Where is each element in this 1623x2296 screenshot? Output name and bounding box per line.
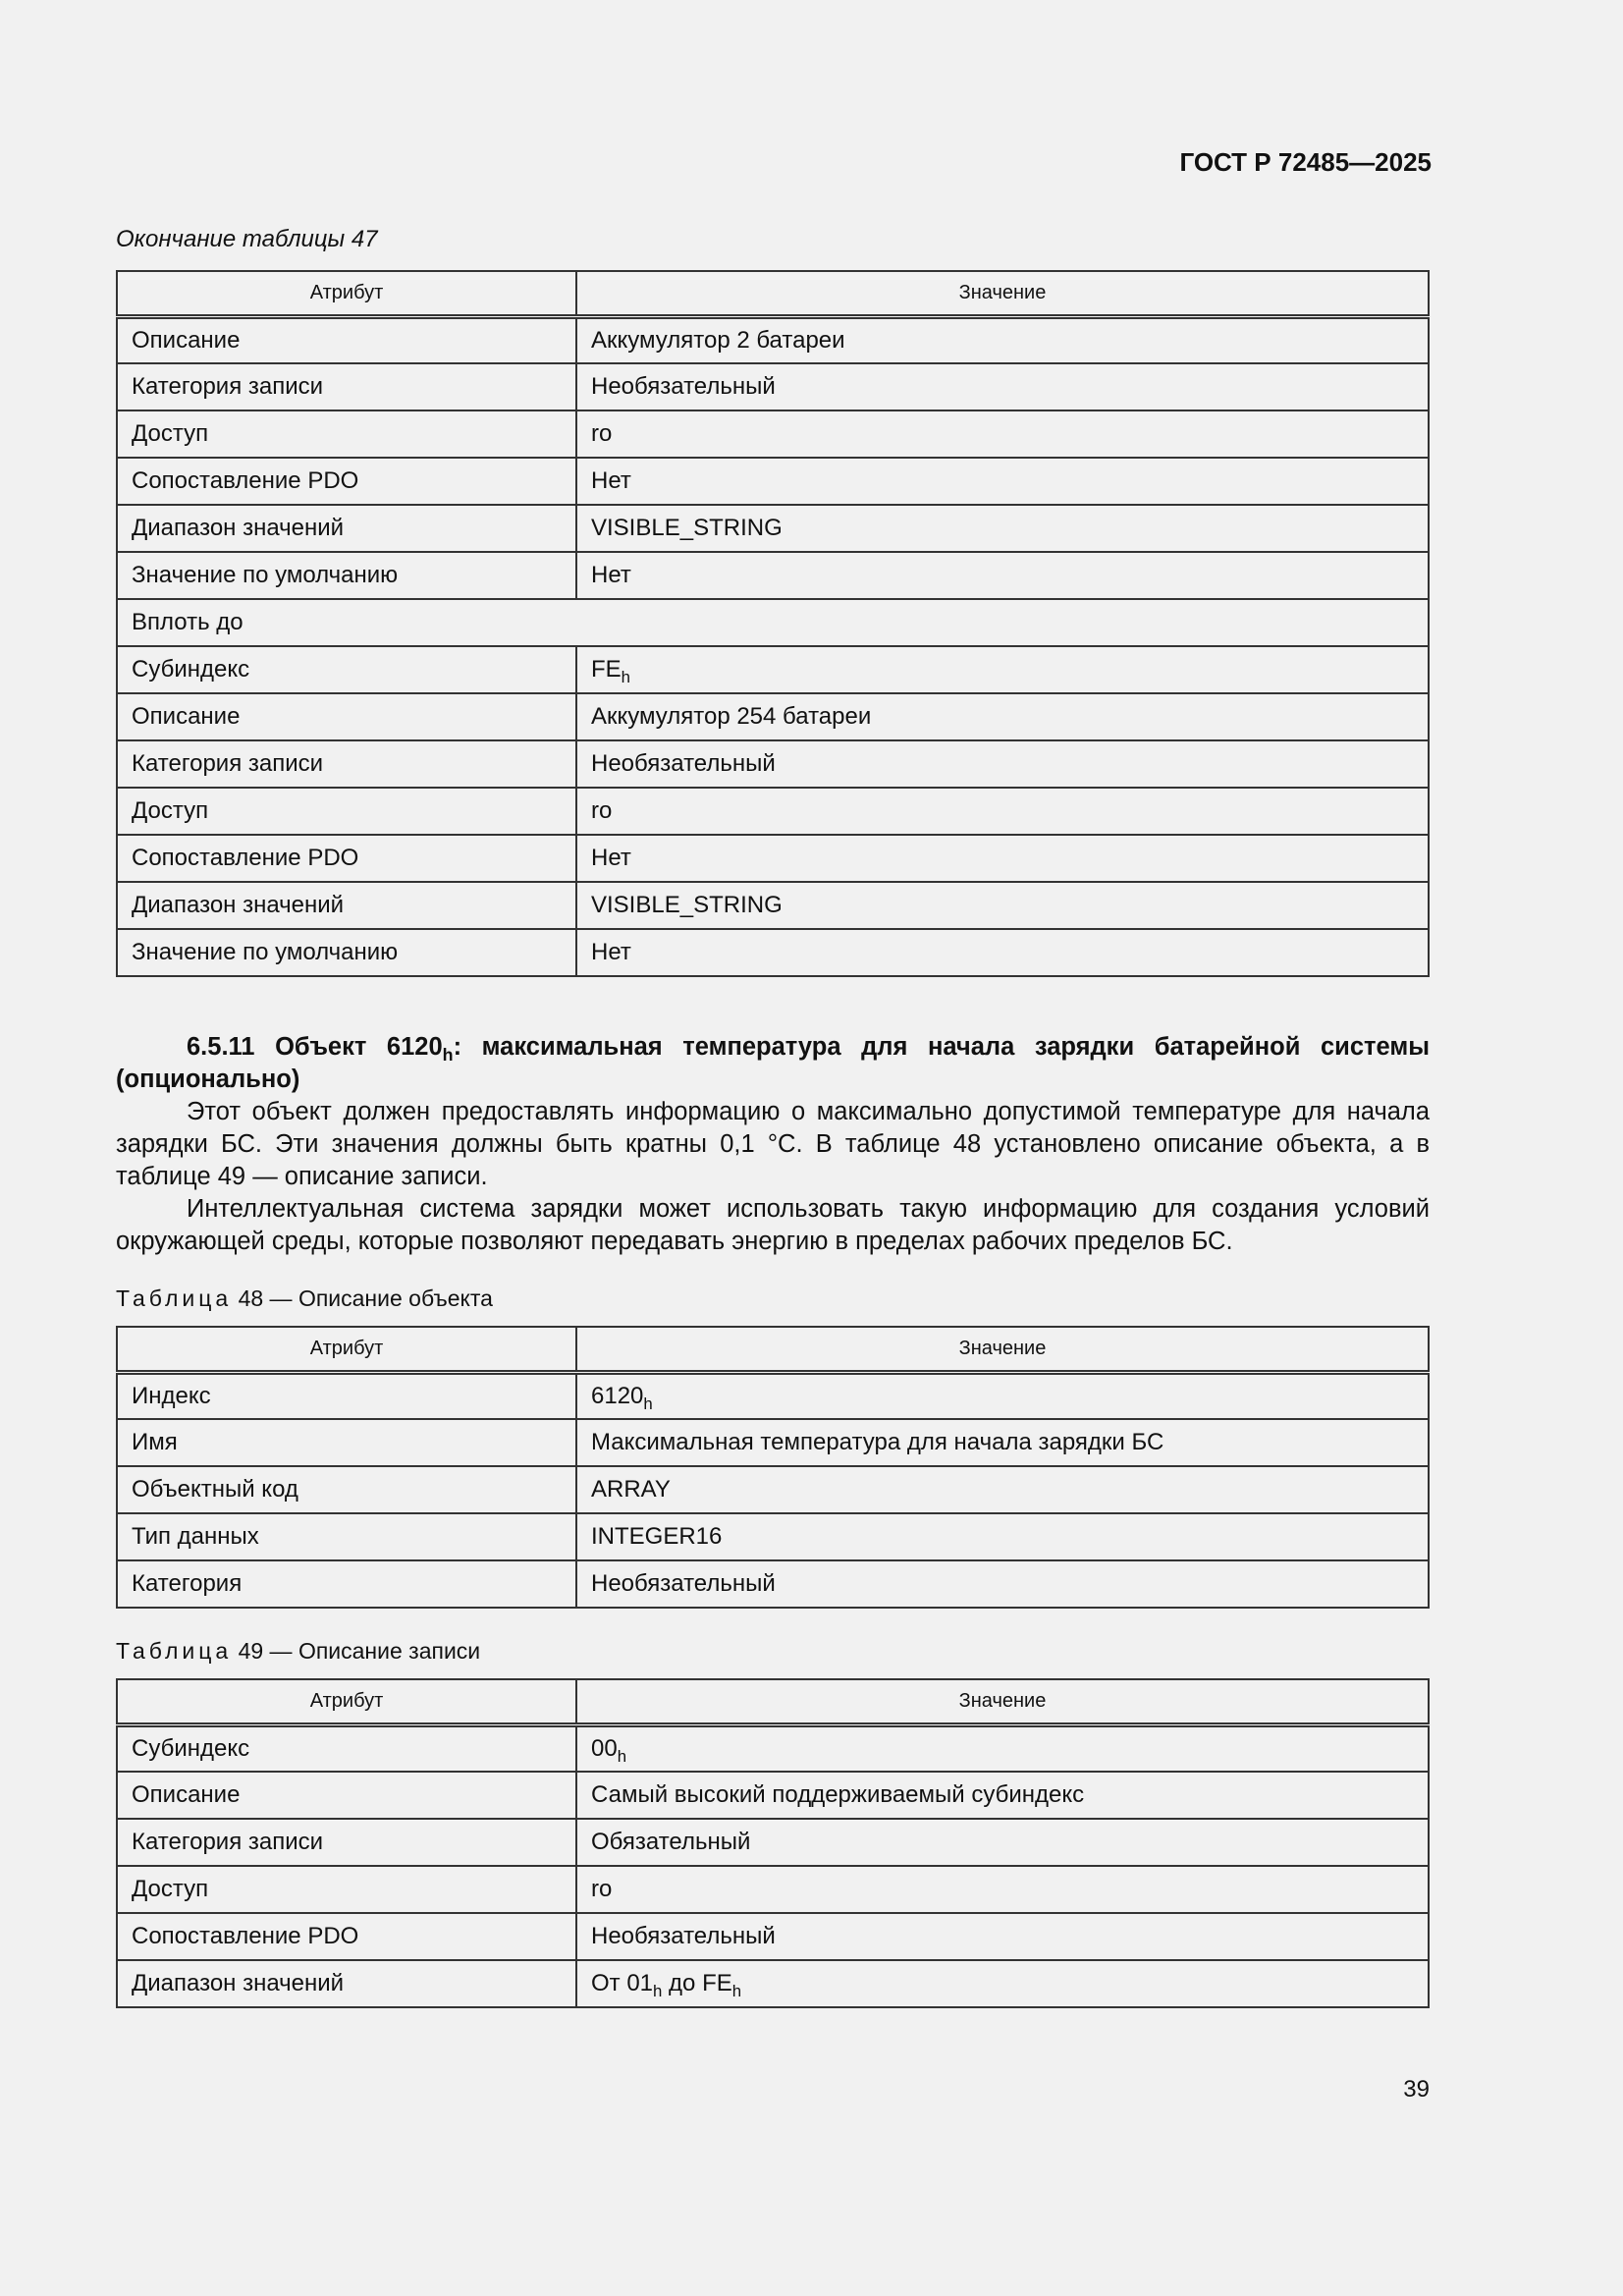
cell-value: Обязательный bbox=[576, 1819, 1429, 1866]
cell-value: VISIBLE_STRING bbox=[576, 505, 1429, 552]
cell-value bbox=[576, 646, 1429, 693]
page-number: 39 bbox=[1403, 2076, 1430, 2103]
table-row bbox=[117, 693, 1429, 740]
cell-value bbox=[576, 1960, 1429, 2007]
index-value: 6120 bbox=[591, 1382, 644, 1409]
heading-text: 6.5.11 Объект 6120 bbox=[187, 1033, 443, 1061]
cell-value: ro bbox=[576, 1866, 1429, 1913]
cell-value: Нет bbox=[576, 929, 1429, 976]
table-48-caption bbox=[116, 1285, 493, 1312]
cell-attribute: Доступ bbox=[117, 788, 576, 835]
cell-value: ARRAY bbox=[576, 1466, 1429, 1513]
cell-value: Необязательный bbox=[576, 1560, 1429, 1608]
cell-attribute: Доступ bbox=[117, 410, 576, 458]
table-header-row bbox=[117, 1679, 1429, 1724]
table-row bbox=[117, 1513, 1429, 1560]
table-row bbox=[117, 929, 1429, 976]
cell-value: Нет bbox=[576, 458, 1429, 505]
cell-value: Необязательный bbox=[576, 363, 1429, 410]
cell-attribute: Сопоставление PDO bbox=[117, 1913, 576, 1960]
cell-attribute: Субиндекс bbox=[117, 1724, 576, 1772]
table-row bbox=[117, 646, 1429, 693]
cell-attribute: Сопоставление PDO bbox=[117, 835, 576, 882]
table-49 bbox=[116, 1678, 1430, 2008]
table-47-caption: Окончание таблицы 47 bbox=[116, 226, 378, 252]
hex-subscript: h bbox=[653, 1982, 663, 2000]
caption-word: Таблица bbox=[116, 1285, 233, 1311]
cell-value: Аккумулятор 254 батареи bbox=[576, 693, 1429, 740]
cell-attribute: Значение по умолчанию bbox=[117, 552, 576, 599]
table-row bbox=[117, 410, 1429, 458]
range-to: до FE bbox=[662, 1970, 732, 1996]
header-attribute: Атрибут bbox=[117, 1679, 576, 1724]
table-row bbox=[117, 788, 1429, 835]
section-heading bbox=[116, 1031, 1430, 1096]
table-row bbox=[117, 1866, 1429, 1913]
cell-attribute: Категория записи bbox=[117, 363, 576, 410]
cell-attribute: Диапазон значений bbox=[117, 1960, 576, 2007]
table-row bbox=[117, 1466, 1429, 1513]
cell-value: Аккумулятор 2 батареи bbox=[576, 316, 1429, 363]
table-header-row bbox=[117, 1327, 1429, 1372]
caption-text: 48 — Описание объекта bbox=[238, 1285, 493, 1311]
table-header-row bbox=[117, 271, 1429, 316]
cell-attribute: Описание bbox=[117, 1772, 576, 1819]
paragraph: Этот объект должен предоставлять информацию о максимально допустимой температуре для начала зарядки БС. Эти значения должны быть кратны 0,1 °С. В таблице 48 установлено описание объекта, а в таблице 49 — описание записи. bbox=[116, 1098, 1430, 1190]
cell-value: ro bbox=[576, 410, 1429, 458]
cell-value bbox=[576, 1372, 1429, 1419]
table-row bbox=[117, 505, 1429, 552]
cell-value bbox=[576, 1724, 1429, 1772]
cell-value: INTEGER16 bbox=[576, 1513, 1429, 1560]
cell-span: Вплоть до bbox=[117, 599, 1429, 646]
cell-value: VISIBLE_STRING bbox=[576, 882, 1429, 929]
table-row bbox=[117, 1724, 1429, 1772]
cell-attribute: Диапазон значений bbox=[117, 882, 576, 929]
hex-subscript: h bbox=[643, 1394, 653, 1413]
heading-text-rest: : максимальная температура для начала зарядки батарейной системы (опционально) bbox=[116, 1033, 1430, 1093]
table-span-row bbox=[117, 599, 1429, 646]
cell-value: Максимальная температура для начала зарядки БС bbox=[576, 1419, 1429, 1466]
cell-value: Нет bbox=[576, 835, 1429, 882]
cell-attribute: Имя bbox=[117, 1419, 576, 1466]
table-row bbox=[117, 1960, 1429, 2007]
table-row bbox=[117, 835, 1429, 882]
cell-value: ro bbox=[576, 788, 1429, 835]
table-row bbox=[117, 1419, 1429, 1466]
table-row bbox=[117, 1772, 1429, 1819]
subindex-value: FE bbox=[591, 656, 622, 683]
subindex-value: 00 bbox=[591, 1734, 618, 1762]
paragraph: Интеллектуальная система зарядки может использовать такую информацию для создания условий окружающей среды, которые позволяют передавать энергию в пределах рабочих пределов БС. bbox=[116, 1195, 1430, 1255]
table-row bbox=[117, 1819, 1429, 1866]
cell-attribute: Сопоставление PDO bbox=[117, 458, 576, 505]
table-row bbox=[117, 1913, 1429, 1960]
table-47 bbox=[116, 270, 1430, 977]
cell-attribute: Описание bbox=[117, 693, 576, 740]
header-value: Значение bbox=[576, 1679, 1429, 1724]
cell-attribute: Значение по умолчанию bbox=[117, 929, 576, 976]
cell-attribute: Категория записи bbox=[117, 740, 576, 788]
hex-subscript: h bbox=[731, 1982, 742, 2000]
cell-attribute: Категория записи bbox=[117, 1819, 576, 1866]
table-row bbox=[117, 1560, 1429, 1608]
table-row bbox=[117, 740, 1429, 788]
cell-attribute: Индекс bbox=[117, 1372, 576, 1419]
table-49-caption bbox=[116, 1638, 480, 1665]
cell-value: Необязательный bbox=[576, 740, 1429, 788]
table-48 bbox=[116, 1326, 1430, 1609]
range-from: От 01 bbox=[591, 1970, 654, 1996]
table-row bbox=[117, 316, 1429, 363]
header-attribute: Атрибут bbox=[117, 271, 576, 316]
cell-attribute: Категория bbox=[117, 1560, 576, 1608]
section-6-5-11 bbox=[116, 1031, 1430, 1258]
cell-attribute: Субиндекс bbox=[117, 646, 576, 693]
table-row bbox=[117, 552, 1429, 599]
table-row bbox=[117, 363, 1429, 410]
hex-subscript: h bbox=[621, 668, 631, 686]
table-row bbox=[117, 458, 1429, 505]
hex-subscript: h bbox=[442, 1045, 454, 1065]
table-row bbox=[117, 882, 1429, 929]
cell-attribute: Доступ bbox=[117, 1866, 576, 1913]
cell-attribute: Описание bbox=[117, 316, 576, 363]
cell-value: Самый высокий поддерживаемый субиндекс bbox=[576, 1772, 1429, 1819]
caption-text: 49 — Описание записи bbox=[238, 1638, 481, 1664]
header-value: Значение bbox=[576, 271, 1429, 316]
cell-value: Необязательный bbox=[576, 1913, 1429, 1960]
document-code: ГОСТ Р 72485—2025 bbox=[1179, 147, 1432, 177]
table-row bbox=[117, 1372, 1429, 1419]
cell-value: Нет bbox=[576, 552, 1429, 599]
header-value: Значение bbox=[576, 1327, 1429, 1372]
caption-word: Таблица bbox=[116, 1638, 233, 1664]
cell-attribute: Объектный код bbox=[117, 1466, 576, 1513]
hex-subscript: h bbox=[617, 1746, 627, 1766]
cell-attribute: Тип данных bbox=[117, 1513, 576, 1560]
header-attribute: Атрибут bbox=[117, 1327, 576, 1372]
cell-attribute: Диапазон значений bbox=[117, 505, 576, 552]
